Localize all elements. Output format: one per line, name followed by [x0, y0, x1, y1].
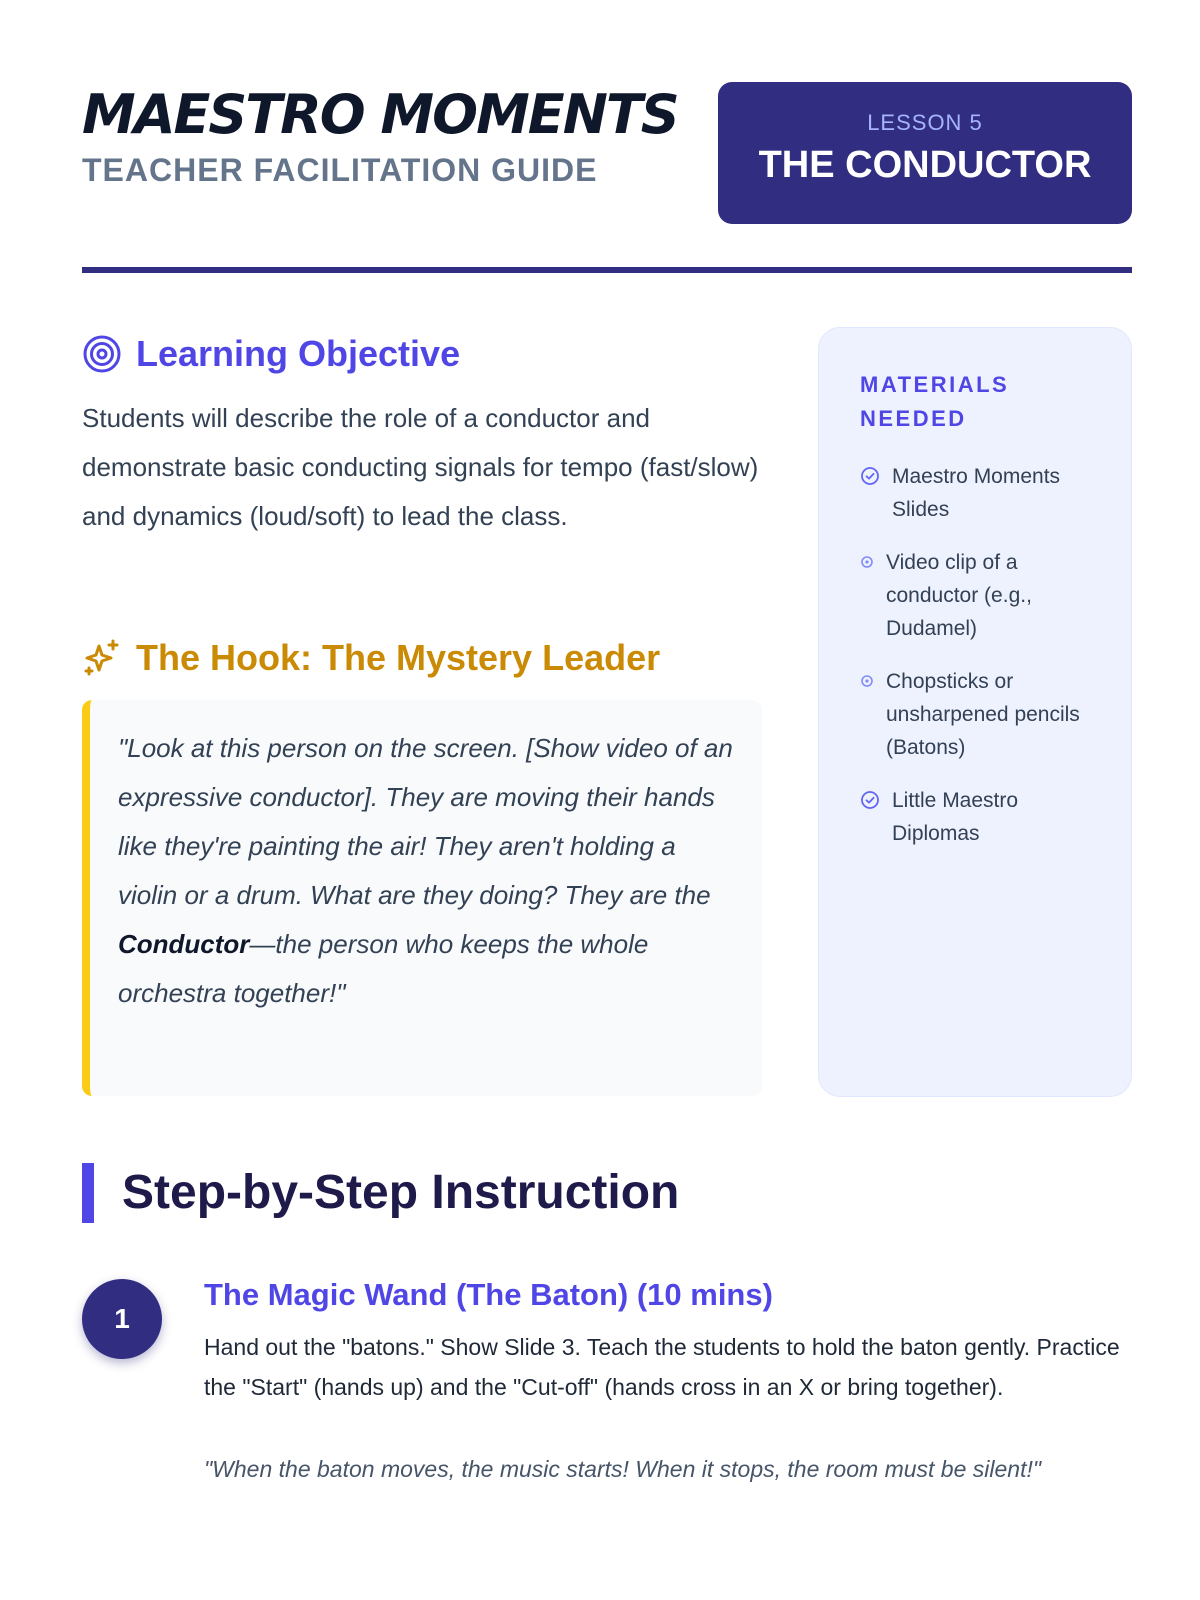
hook-quote-start: "Look at this person on the screen. [Show video of an expressive conductor]. They are moving their hands like they're painting the air! They aren't holding a violin or a drum. What are they doing? They are the [118, 733, 733, 910]
material-label: Maestro Moments Slides [892, 465, 1061, 521]
list-item [860, 546, 1101, 645]
dot-circle-icon [860, 552, 874, 577]
hook-quote-emphasis: Conductor [118, 929, 250, 959]
brand-title: MAESTRO MOMENTS [82, 83, 678, 146]
materials-title: MATERIALS NEEDED [860, 372, 1010, 431]
step-title: The Magic Wand (The Baton) (10 mins) [204, 1277, 773, 1312]
steps-heading [82, 1163, 679, 1223]
material-label: Little Maestro Diplomas [892, 789, 1019, 845]
lesson-badge [718, 82, 1132, 224]
materials-list [860, 460, 1101, 850]
check-circle-icon [860, 790, 880, 815]
step-script-quote: "When the baton moves, the music starts! When it stops, the room must be silent!" [204, 1456, 1042, 1482]
hook-heading-label: The Hook: The Mystery Leader [136, 637, 661, 678]
material-label: Video clip of a conductor (e.g., Dudamel) [886, 551, 1032, 640]
objective-heading [82, 332, 460, 376]
lesson-title: THE CONDUCTOR [758, 144, 1092, 186]
step-number-badge: 1 [82, 1279, 162, 1359]
brand-subtitle: TEACHER FACILITATION GUIDE [82, 152, 598, 188]
dot-circle-icon [860, 671, 874, 696]
objective-text: Students will describe the role of a conductor and demonstrate basic conducting signals for tempo (fast/slow) and dynamics (loud/soft) to lead the class. [82, 403, 759, 531]
steps-title: Step-by-Step Instruction [122, 1166, 680, 1219]
page-header [82, 82, 1132, 232]
list-item [860, 665, 1101, 764]
list-item [860, 460, 1101, 526]
objective-heading-label: Learning Objective [136, 333, 461, 374]
hook-script-box [82, 700, 762, 1096]
heading-accent-bar [82, 1163, 94, 1223]
hook-script-text [118, 724, 740, 1018]
target-icon [82, 334, 122, 374]
material-label: Chopsticks or unsharpened pencils (Batons) [886, 670, 1080, 759]
hook-quote-end: —the person who keeps the whole orchestra together!" [118, 929, 649, 1008]
check-circle-icon [860, 466, 880, 491]
lesson-number: LESSON 5 [867, 110, 983, 135]
list-item [860, 784, 1101, 850]
materials-panel [818, 327, 1132, 1097]
step-description: Hand out the "batons." Show Slide 3. Teach the students to hold the baton gently. Practice the "Start" (hands up) and the "Cut-off" (hands cross in an X or bring together). [204, 1334, 1120, 1400]
lesson-guide-page [82, 0, 1132, 1600]
header-divider [82, 267, 1132, 273]
sparkles-icon [82, 638, 122, 678]
hook-heading [82, 636, 660, 680]
